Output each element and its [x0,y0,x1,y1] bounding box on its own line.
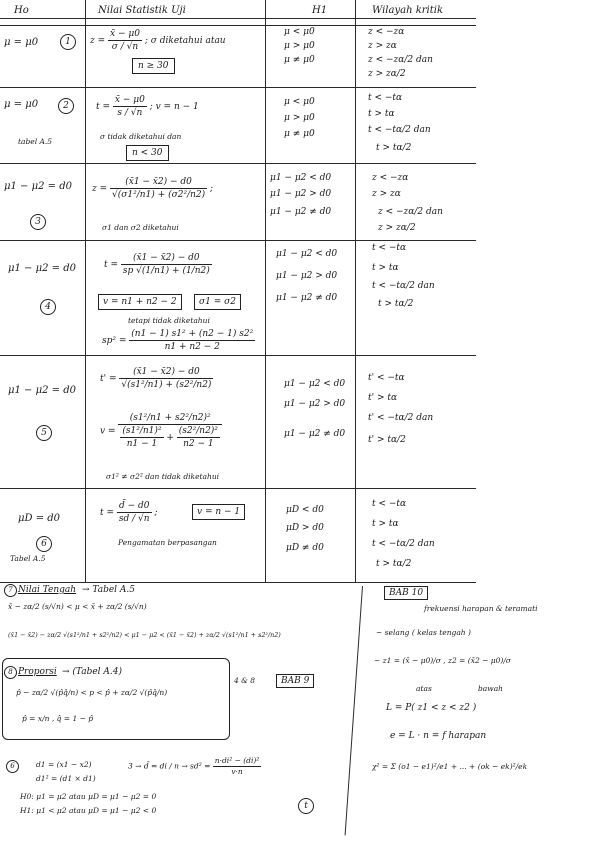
section8-number: 8 [4,666,17,679]
row-divider-5 [0,488,476,489]
notes6-mid: 3 → d̄ = di / n → sd² = $\frac{\text{n·di² − (di)²}}{v\cdot n}$ [128,756,260,776]
row4-crit-1: t < −tα [372,243,407,253]
row4-crit-2: t > tα [372,263,399,273]
row4-condition: v = n1 + n2 − 2 [98,294,182,310]
row6-note: Pengamatan berpasangan [118,538,217,547]
row3-crit-3: z < −zα/2 dan [378,207,443,217]
col-divider-2 [265,0,266,582]
section7-title: Nilai Tengah [18,585,77,595]
row1-crit-1: z < −zα [368,27,405,37]
row5-number: 5 [36,425,52,441]
row3-h1-1: μ1 − μ2 < d0 [270,173,332,183]
row2-number: 2 [58,98,74,114]
row6-number: 6 [36,536,52,552]
notes6-h0: H0: μ1 = μ2 atau μD = μ1 − μ2 = 0 [20,792,157,801]
row2-crit-2: t > tα [368,109,395,119]
row3-h1-3: μ1 − μ2 ≠ d0 [270,207,332,217]
row1-number: 1 [60,34,76,50]
header-stat: Nilai Statistik Uji [98,5,186,16]
bab10-title: frekuensi harapan & teramati [424,604,538,613]
row6-crit-2: t > tα [372,519,399,529]
row4-crit-3: t < −tα/2 dan [372,281,435,291]
row2-h1-2: μ > μ0 [284,113,315,123]
bab10-line1: ~ selang ( kelas tengah ) [376,628,471,637]
row6-stat: t = $\frac{d̄ - d0}{sd / √n}$ ; [100,501,158,524]
table-top-border [0,18,476,19]
row6-h1-3: μD ≠ d0 [286,543,324,553]
row6-h0: μD = d0 [18,513,61,524]
bab10-line3: L = P( z1 < z < z2 ) [386,703,477,713]
row4-h1-3: μ1 − μ2 ≠ d0 [276,293,338,303]
row1-condition: n ≥ 30 [132,58,175,74]
row5-stat: t' = $\frac{(x̄1 - x̄2) - d0}{\text{√(s1²/n1) + (s2²/n2)}}$ [100,367,212,390]
row5-h1-1: μ1 − μ2 < d0 [284,379,346,389]
row5-crit-3: t' < −tα/2 dan [368,413,434,423]
row6-condition: v = n − 1 [192,504,245,520]
row4-stat: t = $\frac{(x̄1 - x̄2) - d0}{sp √(1/n1) + (1/n2)}$ [104,253,210,276]
row1-h0: μ = μ0 [4,37,39,48]
row3-crit-4: z > zα/2 [378,223,416,233]
header-h1: H1 [312,5,328,16]
row3-stat: z = $\frac{(x̄1 - x̄2) - d0}{\text{√(σ1²/n1) + (σ2²/n2)}}$ ; [92,177,214,200]
section8-line2: p̂ = x/n , q̂ = 1 − p̂ [22,714,94,723]
row3-note: σ1 dan σ2 diketahui [102,223,179,232]
section8-ref: → (Tabel A.4) [62,667,123,677]
header-h0: Ho [14,5,29,16]
row2-note: σ tidak diketahui dan [100,132,182,141]
row5-note: σ1² ≠ σ2² dan tidak diketahui [106,472,220,481]
row4-h0: μ1 − μ2 = d0 [8,263,76,274]
row6-h1-1: μD < d0 [286,505,324,515]
row-divider-3 [0,240,476,241]
row1-h1-1: μ < μ0 [284,27,315,37]
notes6-line2: d1² = (d1 × d1) [36,774,96,783]
row4-h1-1: μ1 − μ2 < d0 [276,249,338,259]
row5-v: v = (s1²/n1 + s2²/n2)² $\frac{\text{(s1²/n1)²}}{n1 - 1}$ + $\frac{\text{(s2²/n2)²}}{n2 - 1}$ [100,412,222,450]
bab9-ref: 4 & 8 [234,676,255,685]
row6-h1-2: μD > d0 [286,523,324,533]
notes6-h1: H1: μ1 < μ2 atau μD = μ1 − μ2 < 0 [20,806,157,815]
row2-crit-3: t < −tα/2 dan [368,125,431,135]
row2-h1-1: μ < μ0 [284,97,315,107]
row5-crit-2: t' > tα [368,393,398,403]
col-divider-1 [85,0,86,582]
row-divider-1 [0,87,476,88]
row-divider-4 [0,355,476,356]
row2-table-ref: tabel A.5 [18,137,53,146]
section7-line1: x̄ − zα/2 (s/√n) < μ < x̄ + zα/2 (s/√n) [8,602,147,611]
row6-crit-4: t > tα/2 [376,559,412,569]
row4-h1-2: μ1 − μ2 > d0 [276,271,338,281]
row6-crit-3: t < −tα/2 dan [372,539,435,549]
section7-ref: → Tabel A.5 [82,585,135,595]
row4-sp: sp² = $\frac{\text{(n1 − 1) s1² + (n2 − 1) s2²}}{n1 + n2 - 2}$ [102,329,254,352]
row5-crit-4: t' > tα/2 [368,435,406,445]
row1-crit-4: z > zα/2 [368,69,406,79]
row2-crit-1: t < −tα [368,93,403,103]
row4-note: tetapi tidak diketahui [128,316,210,325]
row2-crit-4: t > tα/2 [376,143,412,153]
row5-h1-2: μ1 − μ2 > d0 [284,399,346,409]
section7-line2: (x̄1 − x̄2) − zα/2 √(s1²/n1 + s2²/n2) < μ1 − μ2 < (x̄1 − x̄2) + zα/2 √(s1²/n1 + s2²/n2) [8,631,281,639]
section8-line1: p̂ − zα/2 √(p̂q̂/n) < p < p̂ + zα/2 √(p̂q̂/n) [16,688,168,697]
bab10-line5: χ² = Σ (o1 − e1)²/e1 + ... + (ok − ek)²/ek [372,762,528,771]
row3-crit-1: z < −zα [372,173,409,183]
row3-number: 3 [30,214,46,230]
row-divider-2 [0,163,476,164]
row2-condition: n < 30 [126,145,169,161]
row1-crit-3: z < −zα/2 dan [368,55,433,65]
section8-title: Proporsi [18,667,57,677]
table-header-border [0,25,476,26]
row1-crit-2: z > zα [368,41,397,51]
col-divider-3 [355,0,356,582]
notes-divider [345,586,363,835]
row2-h0: μ = μ0 [4,99,39,110]
notes6-t-marker: t [298,798,314,814]
bab9-label: BAB 9 [276,674,314,688]
row2-stat: t = $\frac{x̄ - \mu 0}{s / √n}$ ; v = n − 1 [96,95,199,118]
bab10-line2: ~ z1 = (x̄ − μ0)/σ , z2 = (x̄2 − μ0)/σ [374,656,511,665]
row3-h1-2: μ1 − μ2 > d0 [270,189,332,199]
row4-crit-4: t > tα/2 [378,299,414,309]
row5-crit-1: t' < −tα [368,373,405,383]
row1-stat: z = $\frac{x̄ - \mu 0}{\sigma / √n}$ ; σ diketahui atau [90,29,226,52]
row4-condition-2: σ1 = σ2 [194,294,241,310]
bab10-bawah: bawah [478,684,503,693]
bab10-label: BAB 10 [384,586,428,600]
bab10-atas: atas [416,684,432,693]
bab10-line4: e = L · n = f harapan [390,731,487,741]
notes6-number: 6 [6,760,19,773]
row3-h0: μ1 − μ2 = d0 [4,181,72,192]
table-bottom-border [0,582,476,583]
section7-number: 7 [4,584,17,597]
row2-h1-3: μ ≠ μ0 [284,129,315,139]
row3-crit-2: z > zα [372,189,401,199]
row6-crit-1: t < −tα [372,499,407,509]
row5-h1-3: μ1 − μ2 ≠ d0 [284,429,346,439]
notes6-line1: d1 = (x1 − x2) [36,760,92,769]
row4-number: 4 [40,299,56,315]
row1-h1-3: μ ≠ μ0 [284,55,315,65]
row6-table-ref: Tabel A.5 [10,554,46,563]
row5-h0: μ1 − μ2 = d0 [8,385,76,396]
row1-h1-2: μ > μ0 [284,41,315,51]
header-critical: Wilayah kritik [372,5,444,16]
